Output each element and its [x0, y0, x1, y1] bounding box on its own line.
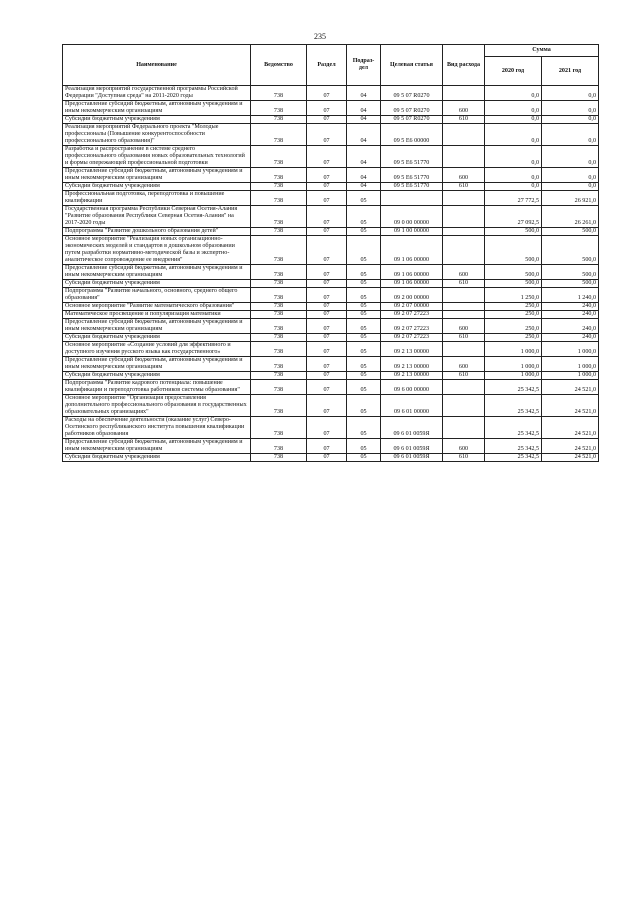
cell-name: Профессиональная подготовка, переподготовка и повышение квалификации — [63, 191, 251, 206]
cell-2020: 250,0 — [485, 319, 542, 334]
cell-section: 07 — [307, 280, 347, 288]
cell-2021: 500,0 — [542, 280, 599, 288]
cell-dept: 738 — [251, 288, 307, 303]
cell-dept: 738 — [251, 311, 307, 319]
table-row — [63, 236, 599, 265]
cell-expense — [443, 86, 485, 101]
cell-target: 09 1 06 00000 — [381, 280, 443, 288]
table-row — [63, 124, 599, 146]
cell-expense: 610 — [443, 280, 485, 288]
cell-2020: 250,0 — [485, 334, 542, 342]
cell-name: Основное мероприятие "Развитие математического образования" — [63, 303, 251, 311]
cell-dept: 738 — [251, 265, 307, 280]
cell-dept: 738 — [251, 342, 307, 357]
cell-dept: 738 — [251, 334, 307, 342]
cell-target: 09 6 00 00000 — [381, 380, 443, 395]
cell-subsection: 05 — [347, 280, 381, 288]
cell-2020: 0,0 — [485, 168, 542, 183]
cell-expense: 610 — [443, 372, 485, 380]
cell-section: 07 — [307, 380, 347, 395]
cell-name: Основное мероприятие «Создание условий для эффективного и доступного изучения русского языка как государственного» — [63, 342, 251, 357]
cell-expense — [443, 228, 485, 236]
cell-name: Предоставление субсидий бюджетным, автономным учреждениям и иным некоммерческим организациям — [63, 319, 251, 334]
cell-name: Подпрограмма "Развитие начального, основного, среднего общего образования" — [63, 288, 251, 303]
cell-subsection: 05 — [347, 454, 381, 462]
cell-dept: 738 — [251, 357, 307, 372]
cell-section: 07 — [307, 183, 347, 191]
cell-2021: 24 521,0 — [542, 454, 599, 462]
cell-2020: 500,0 — [485, 280, 542, 288]
cell-section: 07 — [307, 372, 347, 380]
table-row — [63, 280, 599, 288]
cell-expense — [443, 311, 485, 319]
cell-2020: 1 000,0 — [485, 357, 542, 372]
cell-section: 07 — [307, 191, 347, 206]
cell-dept: 738 — [251, 101, 307, 116]
cell-target: 09 0 00 00000 — [381, 206, 443, 228]
table-row — [63, 395, 599, 417]
table-row — [63, 342, 599, 357]
cell-subsection: 04 — [347, 101, 381, 116]
cell-subsection: 05 — [347, 342, 381, 357]
cell-2020: 0,0 — [485, 124, 542, 146]
cell-dept: 738 — [251, 124, 307, 146]
cell-2021: 0,0 — [542, 183, 599, 191]
cell-2021: 500,0 — [542, 236, 599, 265]
cell-subsection: 05 — [347, 380, 381, 395]
cell-subsection: 05 — [347, 395, 381, 417]
table-row — [63, 168, 599, 183]
cell-2020: 0,0 — [485, 86, 542, 101]
cell-2020: 500,0 — [485, 265, 542, 280]
cell-dept: 738 — [251, 439, 307, 454]
header-row — [63, 45, 599, 57]
cell-2021: 1 240,0 — [542, 288, 599, 303]
cell-name: Разработка и распространение в системе среднего профессионального образования новых образовательных технологий и формы опережающей профессиональной подготовки — [63, 146, 251, 168]
header-name: Наименование — [63, 45, 251, 86]
cell-subsection: 05 — [347, 303, 381, 311]
cell-name: Субсидии бюджетным учреждениям — [63, 334, 251, 342]
table-row — [63, 357, 599, 372]
cell-2021: 26 921,0 — [542, 191, 599, 206]
cell-subsection: 05 — [347, 191, 381, 206]
cell-2020: 25 342,5 — [485, 380, 542, 395]
cell-expense — [443, 206, 485, 228]
cell-2021: 500,0 — [542, 265, 599, 280]
cell-2020: 25 342,5 — [485, 417, 542, 439]
cell-2020: 1 250,0 — [485, 288, 542, 303]
cell-expense — [443, 124, 485, 146]
cell-expense — [443, 380, 485, 395]
cell-name: Предоставление субсидий бюджетным, автономным учреждениям и иным некоммерческим организациям — [63, 357, 251, 372]
cell-2021: 240,0 — [542, 319, 599, 334]
cell-subsection: 05 — [347, 319, 381, 334]
cell-2021: 0,0 — [542, 101, 599, 116]
cell-expense: 600 — [443, 357, 485, 372]
cell-subsection: 05 — [347, 228, 381, 236]
cell-target: 09 2 07 27223 — [381, 311, 443, 319]
cell-2020: 0,0 — [485, 101, 542, 116]
cell-dept: 738 — [251, 168, 307, 183]
cell-2020: 25 342,5 — [485, 439, 542, 454]
cell-expense: 600 — [443, 168, 485, 183]
cell-dept: 738 — [251, 395, 307, 417]
table-row — [63, 303, 599, 311]
cell-dept: 738 — [251, 417, 307, 439]
cell-2021: 1 000,0 — [542, 342, 599, 357]
cell-dept: 738 — [251, 319, 307, 334]
cell-target: 09 1 00 00000 — [381, 228, 443, 236]
cell-section: 07 — [307, 454, 347, 462]
cell-name: Субсидии бюджетным учреждениям — [63, 116, 251, 124]
cell-target: 09 2 07 27223 — [381, 319, 443, 334]
cell-name: Основное мероприятие "Реализация новых организационно-экономических моделей и стандартов в дошкольном образовании путем разработки нормативно-методической базы и экспертно-аналитическое сопровождение ее внедрения" — [63, 236, 251, 265]
cell-name: Субсидии бюджетным учреждениям — [63, 372, 251, 380]
cell-target: 09 5 E6 00000 — [381, 124, 443, 146]
cell-2020: 500,0 — [485, 236, 542, 265]
cell-expense: 600 — [443, 101, 485, 116]
cell-expense: 600 — [443, 319, 485, 334]
cell-subsection: 05 — [347, 288, 381, 303]
cell-2020: 27 772,5 — [485, 191, 542, 206]
cell-target: 09 6 01 0059Я — [381, 439, 443, 454]
cell-name: Государственная программа Республики Северная Осетия-Алания "Развитие образования Республики Северная Осетия-Алания" на 2017-2020 годы — [63, 206, 251, 228]
cell-2021: 26 261,0 — [542, 206, 599, 228]
cell-subsection: 04 — [347, 146, 381, 168]
cell-name: Субсидии бюджетным учреждениям — [63, 183, 251, 191]
cell-dept: 738 — [251, 206, 307, 228]
cell-section: 07 — [307, 146, 347, 168]
cell-expense: 600 — [443, 439, 485, 454]
cell-target: 09 5 E6 51770 — [381, 183, 443, 191]
table-row — [63, 116, 599, 124]
cell-name: Субсидии бюджетным учреждениям — [63, 280, 251, 288]
cell-2021: 0,0 — [542, 86, 599, 101]
table-row — [63, 380, 599, 395]
cell-expense: 610 — [443, 454, 485, 462]
cell-target: 09 2 07 27223 — [381, 334, 443, 342]
cell-expense: 610 — [443, 116, 485, 124]
cell-2021: 0,0 — [542, 168, 599, 183]
cell-subsection: 04 — [347, 183, 381, 191]
header-dept: Ведомство — [251, 45, 307, 86]
table-row — [63, 439, 599, 454]
cell-section: 07 — [307, 319, 347, 334]
cell-2020: 25 342,5 — [485, 395, 542, 417]
cell-2021: 1 000,0 — [542, 357, 599, 372]
table-row — [63, 454, 599, 462]
cell-dept: 738 — [251, 86, 307, 101]
table-body — [63, 86, 599, 462]
cell-2021: 500,0 — [542, 228, 599, 236]
cell-name: Реализация мероприятий Федерального проекта "Молодые профессионалы (Повышение конкурентоспособности профессионального образования)" — [63, 124, 251, 146]
table-row — [63, 319, 599, 334]
cell-target: 09 5 07 R0270 — [381, 116, 443, 124]
cell-section: 07 — [307, 101, 347, 116]
cell-target: 09 5 07 R0270 — [381, 86, 443, 101]
cell-section: 07 — [307, 124, 347, 146]
cell-2020: 1 000,0 — [485, 372, 542, 380]
cell-name: Субсидии бюджетным учреждениям — [63, 454, 251, 462]
cell-dept: 738 — [251, 191, 307, 206]
cell-name: Основное мероприятие "Организация предоставления дополнительного профессионального образования в государственных образовательных организациях" — [63, 395, 251, 417]
cell-expense — [443, 236, 485, 265]
cell-section: 07 — [307, 303, 347, 311]
cell-2020: 0,0 — [485, 116, 542, 124]
cell-2021: 0,0 — [542, 116, 599, 124]
table-row — [63, 265, 599, 280]
cell-2020: 27 092,5 — [485, 206, 542, 228]
cell-section: 07 — [307, 439, 347, 454]
cell-target: 09 2 13 00000 — [381, 372, 443, 380]
cell-2021: 0,0 — [542, 146, 599, 168]
cell-name: Реализация мероприятий государственной программы Российской Федерации "Доступная среда" на 2011-2020 годы — [63, 86, 251, 101]
cell-dept: 738 — [251, 303, 307, 311]
cell-target: 09 6 01 0059Я — [381, 454, 443, 462]
cell-2020: 0,0 — [485, 146, 542, 168]
cell-name: Подпрограмма "Развитие дошкольного образования детей" — [63, 228, 251, 236]
cell-target: 09 2 00 00000 — [381, 288, 443, 303]
cell-2021: 24 521,0 — [542, 439, 599, 454]
cell-section: 07 — [307, 342, 347, 357]
cell-expense — [443, 191, 485, 206]
cell-subsection: 04 — [347, 116, 381, 124]
cell-subsection: 05 — [347, 417, 381, 439]
cell-2021: 0,0 — [542, 124, 599, 146]
cell-2021: 240,0 — [542, 311, 599, 319]
cell-expense — [443, 288, 485, 303]
cell-subsection: 05 — [347, 357, 381, 372]
cell-section: 07 — [307, 168, 347, 183]
cell-name: Предоставление субсидий бюджетным, автономным учреждениям и иным некоммерческим организациям — [63, 101, 251, 116]
header-target: Целевая статья — [381, 45, 443, 86]
cell-2020: 500,0 — [485, 228, 542, 236]
cell-section: 07 — [307, 228, 347, 236]
cell-name: Предоставление субсидий бюджетным, автономным учреждениям и иным некоммерческим организациям — [63, 265, 251, 280]
table-row — [63, 183, 599, 191]
cell-2020: 250,0 — [485, 303, 542, 311]
table-row — [63, 86, 599, 101]
cell-section: 07 — [307, 206, 347, 228]
cell-2020: 25 342,5 — [485, 454, 542, 462]
cell-section: 07 — [307, 288, 347, 303]
cell-target: 09 5 E6 51770 — [381, 168, 443, 183]
cell-dept: 738 — [251, 454, 307, 462]
cell-2021: 24 521,0 — [542, 380, 599, 395]
cell-section: 07 — [307, 417, 347, 439]
cell-target — [381, 191, 443, 206]
cell-expense — [443, 395, 485, 417]
cell-subsection: 05 — [347, 311, 381, 319]
cell-expense: 610 — [443, 334, 485, 342]
cell-dept: 738 — [251, 146, 307, 168]
cell-expense — [443, 417, 485, 439]
cell-expense — [443, 342, 485, 357]
cell-target: 09 5 07 R0270 — [381, 101, 443, 116]
cell-subsection: 05 — [347, 265, 381, 280]
table-row — [63, 101, 599, 116]
cell-section: 07 — [307, 265, 347, 280]
cell-target: 09 6 01 00000 — [381, 395, 443, 417]
cell-section: 07 — [307, 86, 347, 101]
cell-dept: 738 — [251, 372, 307, 380]
cell-2020: 0,0 — [485, 183, 542, 191]
header-sum: Сумма — [485, 45, 599, 57]
budget-table — [62, 44, 599, 462]
cell-dept: 738 — [251, 183, 307, 191]
table-row — [63, 146, 599, 168]
header-section: Раздел — [307, 45, 347, 86]
header-subsection: Подраз-дел — [347, 45, 381, 86]
cell-dept: 738 — [251, 116, 307, 124]
cell-subsection: 04 — [347, 86, 381, 101]
cell-dept: 738 — [251, 380, 307, 395]
table-row — [63, 288, 599, 303]
cell-expense: 600 — [443, 265, 485, 280]
table-row — [63, 206, 599, 228]
cell-section: 07 — [307, 334, 347, 342]
table-row — [63, 311, 599, 319]
cell-dept: 738 — [251, 236, 307, 265]
cell-2021: 24 521,0 — [542, 417, 599, 439]
cell-expense — [443, 146, 485, 168]
cell-subsection: 04 — [347, 124, 381, 146]
cell-section: 07 — [307, 116, 347, 124]
page-number: 235 — [314, 32, 326, 41]
cell-2021: 24 521,0 — [542, 395, 599, 417]
table-row — [63, 334, 599, 342]
cell-target: 09 2 13 00000 — [381, 357, 443, 372]
cell-subsection: 05 — [347, 334, 381, 342]
cell-target: 09 6 01 0059Я — [381, 417, 443, 439]
cell-subsection: 04 — [347, 168, 381, 183]
cell-2021: 1 000,0 — [542, 372, 599, 380]
cell-name: Математическое просвещение и популяризация математики — [63, 311, 251, 319]
cell-name: Расходы на обеспечение деятельности (оказание услуг) Северо-Осетинского республиканского института повышения квалификации работников образования — [63, 417, 251, 439]
cell-target: 09 2 13 00000 — [381, 342, 443, 357]
cell-subsection: 05 — [347, 236, 381, 265]
header-2021: 2021 год — [542, 57, 599, 86]
cell-section: 07 — [307, 395, 347, 417]
cell-expense — [443, 303, 485, 311]
table-row — [63, 191, 599, 206]
cell-section: 07 — [307, 311, 347, 319]
cell-target: 09 5 E6 51770 — [381, 146, 443, 168]
cell-2021: 240,0 — [542, 303, 599, 311]
cell-section: 07 — [307, 357, 347, 372]
cell-dept: 738 — [251, 280, 307, 288]
cell-name: Подпрограмма "Развитие кадрового потенциала: повышение квалификации и переподготовка работников системы образования" — [63, 380, 251, 395]
cell-dept: 738 — [251, 228, 307, 236]
table-row — [63, 372, 599, 380]
cell-expense: 610 — [443, 183, 485, 191]
cell-target: 09 1 06 00000 — [381, 265, 443, 280]
cell-2020: 1 000,0 — [485, 342, 542, 357]
cell-target: 09 1 06 00000 — [381, 236, 443, 265]
cell-name: Предоставление субсидий бюджетным, автономным учреждениям и иным некоммерческим организациям — [63, 168, 251, 183]
cell-subsection: 05 — [347, 372, 381, 380]
header-2020: 2020 год — [485, 57, 542, 86]
cell-name: Предоставление субсидий бюджетным, автономным учреждениям и иным некоммерческим организациям — [63, 439, 251, 454]
table-row — [63, 228, 599, 236]
cell-subsection: 05 — [347, 206, 381, 228]
cell-section: 07 — [307, 236, 347, 265]
header-expense: Вид расхода — [443, 45, 485, 86]
cell-2021: 240,0 — [542, 334, 599, 342]
table-row — [63, 417, 599, 439]
cell-target: 09 2 07 00000 — [381, 303, 443, 311]
cell-subsection: 05 — [347, 439, 381, 454]
cell-2020: 250,0 — [485, 311, 542, 319]
